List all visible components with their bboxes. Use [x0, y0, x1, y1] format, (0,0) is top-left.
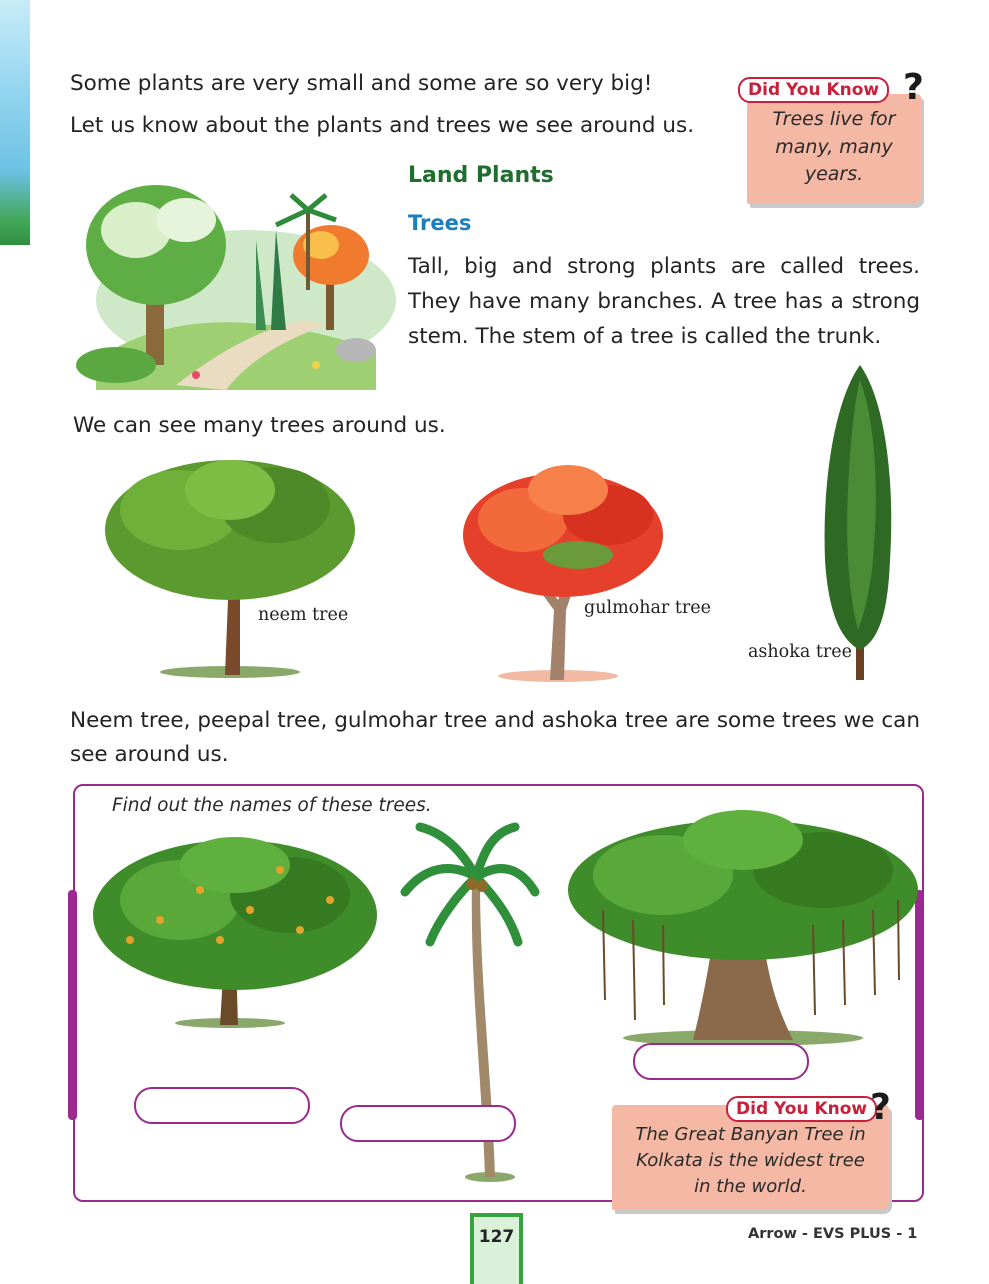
forest-landscape-illustration [76, 150, 398, 400]
did-you-know-callout [747, 94, 921, 204]
trees-paragraph: Tall, big and strong plants are called trees. They have many branches. A tree has a strong stem. The stem of a tree is called the trunk. [408, 254, 920, 349]
page-number: 127 [470, 1213, 523, 1284]
question-mark-icon-2: ? [870, 1087, 891, 1128]
answer-box-mango[interactable] [134, 1087, 310, 1124]
subsection-heading: Trees [408, 211, 472, 235]
activity-instruction: Find out the names of these trees. [112, 795, 432, 816]
neem-tree-illustration [100, 450, 360, 680]
summary-text: Neem tree, peepal tree, gulmohar tree and ashoka tree are some trees we can see around us. [70, 708, 920, 768]
question-mark-icon: ? [903, 67, 924, 108]
intro-line-2: Let us know about the plants and trees we see around us. [70, 113, 695, 138]
trees-around-text: We can see many trees around us. [73, 413, 446, 438]
gulmohar-tree-illustration [458, 450, 678, 685]
frame-accent-left [68, 890, 77, 1120]
neem-tree-label: neem tree [258, 605, 349, 625]
answer-box-coconut[interactable] [340, 1105, 516, 1142]
intro-line-1: Some plants are very small and some are so very big! [70, 71, 653, 96]
banyan-tree-illustration [563, 800, 923, 1048]
did-you-know-tag-2: Did You Know [726, 1096, 877, 1122]
answer-box-banyan[interactable] [633, 1043, 809, 1080]
did-you-know-tag: Did You Know [738, 77, 889, 103]
book-title: Arrow - EVS PLUS - 1 [748, 1226, 918, 1242]
mango-tree-illustration [90, 820, 380, 1030]
did-you-know-text-2: The Great Banyan Tree in Kolkata is the widest tree in the world. [635, 1124, 866, 1198]
side-decoration [0, 0, 30, 245]
gulmohar-tree-label: gulmohar tree [584, 598, 711, 618]
ashoka-tree-illustration [800, 360, 900, 682]
section-heading: Land Plants [408, 163, 554, 188]
did-you-know-text: Trees live for many, many years. [772, 108, 896, 186]
ashoka-tree-label: ashoka tree [748, 642, 852, 662]
